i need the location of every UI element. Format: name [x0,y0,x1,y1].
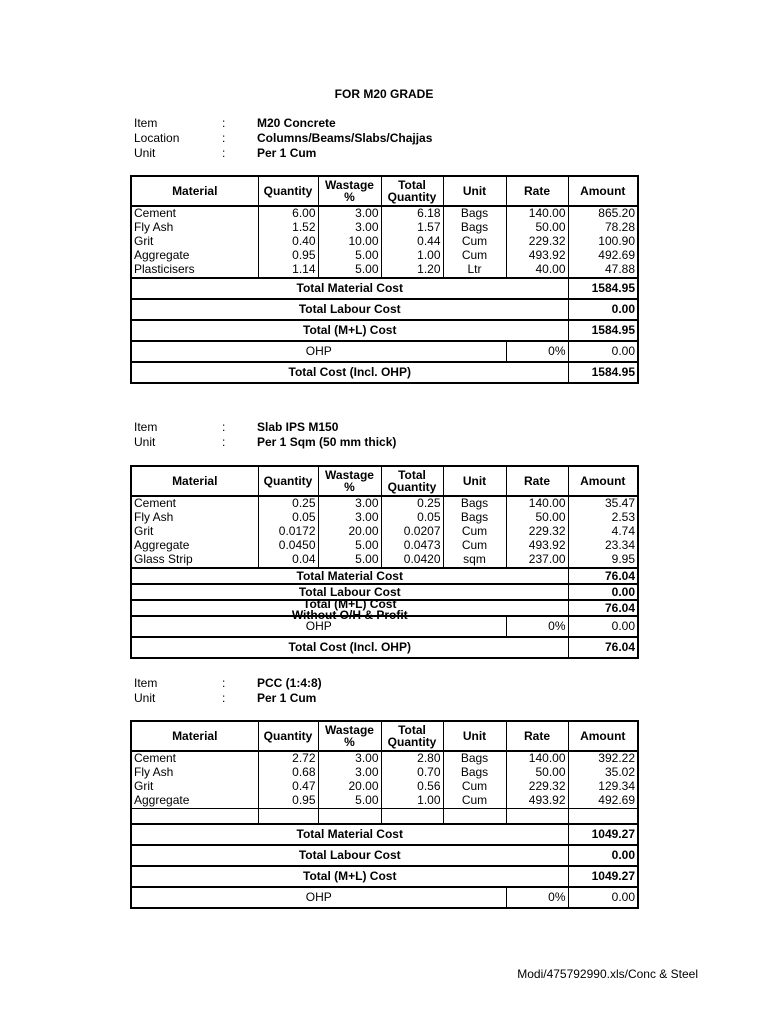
table-row [131,780,638,794]
cell-wastage: 20.00 [318,525,381,539]
colon: : [222,146,226,160]
cell-rate: 229.32 [506,780,568,794]
header-rate: Rate [506,176,568,206]
cell-material: Glass Strip [131,553,258,568]
cost-table-2 [130,465,639,659]
unit-label: Unit [134,435,156,449]
cell-material: Plasticisers [131,263,258,278]
cell-amount: 9.95 [568,553,638,568]
table-row [131,496,638,511]
cell-unit: Cum [443,525,506,539]
empty-cell [443,809,506,825]
cell-unit: Bags [443,221,506,235]
cell-total: 1.20 [381,263,443,278]
table-row [131,263,638,278]
cell-material: Fly Ash [131,511,258,525]
cell-amount: 492.69 [568,249,638,263]
total-labour-label: Total Labour Cost [131,845,568,866]
item-label: Item [134,420,158,434]
header-material: Material [131,466,258,496]
table-row [131,766,638,780]
header-amount: Amount [568,176,638,206]
cell-rate: 493.92 [506,794,568,809]
header-unit: Unit [443,721,506,751]
table-row [131,553,638,568]
total-material-label: Total Material Cost [131,568,568,584]
cell-unit: Bags [443,511,506,525]
cell-material: Aggregate [131,794,258,809]
table-header [131,176,638,206]
cell-total: 0.0473 [381,539,443,553]
total-labour-value: 0.00 [568,584,638,600]
table-row [131,206,638,221]
cell-amount: 492.69 [568,794,638,809]
total-material-row [131,568,638,584]
cell-rate: 50.00 [506,221,568,235]
items-body [131,496,638,568]
cell-quantity: 0.04 [258,553,318,568]
location-label: Location [134,131,180,145]
items-body [131,206,638,278]
section1-meta [134,116,432,161]
cell-unit: Cum [443,794,506,809]
total-ml-label: Total (M+L) Cost [131,320,568,341]
cell-rate: 40.00 [506,263,568,278]
header-material: Material [131,721,258,751]
total-material-label: Total Material Cost [131,824,568,845]
cell-amount: 4.74 [568,525,638,539]
colon: : [222,691,226,705]
cell-wastage: 3.00 [318,751,381,766]
empty-cell [258,809,318,825]
total-labour-value: 0.00 [568,845,638,866]
header-amount: Amount [568,721,638,751]
cell-total: 1.00 [381,794,443,809]
cell-rate: 229.32 [506,525,568,539]
cell-total: 6.18 [381,206,443,221]
total-ml-label-text: Total (M+L) Cost Without O/H & Profit [291,597,408,622]
cell-quantity: 0.05 [258,511,318,525]
ohp-value: 0.00 [568,341,638,362]
cell-amount: 23.34 [568,539,638,553]
empty-cell [381,809,443,825]
item-label: Item [134,116,158,130]
cell-amount: 865.20 [568,206,638,221]
total-labour-label: Total Labour Cost [131,299,568,320]
cell-quantity: 6.00 [258,206,318,221]
cell-quantity: 0.0450 [258,539,318,553]
total-ml-value: 1584.95 [568,320,638,341]
cell-rate: 493.92 [506,249,568,263]
header-amount: Amount [568,466,638,496]
ohp-label: OHP [131,616,506,637]
cell-rate: 140.00 [506,206,568,221]
cell-unit: sqm [443,553,506,568]
header-unit: Unit [443,466,506,496]
cell-rate: 50.00 [506,766,568,780]
total-ml-label [131,597,568,622]
header-unit: Unit [443,176,506,206]
total-material-value: 76.04 [568,568,638,584]
header-wastage: Wastage % [318,176,381,206]
total-material-value: 1049.27 [568,824,638,845]
table-row [131,249,638,263]
cell-total: 0.70 [381,766,443,780]
cell-material: Aggregate [131,249,258,263]
cell-unit: Cum [443,235,506,249]
ohp-value: 0.00 [568,616,638,637]
cell-material: Fly Ash [131,766,258,780]
cell-amount: 47.88 [568,263,638,278]
total-cost-label: Total Cost (Incl. OHP) [131,637,568,658]
cell-wastage: 10.00 [318,235,381,249]
cell-unit: Cum [443,539,506,553]
cell-unit: Bags [443,751,506,766]
total-ml-label: Total (M+L) Cost [131,866,568,887]
cell-wastage: 5.00 [318,539,381,553]
ohp-percent: 0% [506,341,568,362]
cell-material: Aggregate [131,539,258,553]
header-quantity: Quantity [258,466,318,496]
cost-table-3 [130,720,639,909]
header-wastage: Wastage % [318,721,381,751]
table-row [131,525,638,539]
header-total-quantity: Total Quantity [381,721,443,751]
file-path-footer: Modi/475792990.xls/Conc & Steel [517,967,698,981]
empty-row [131,809,638,825]
cell-wastage: 3.00 [318,766,381,780]
total-cost-value: 76.04 [568,637,638,658]
colon: : [222,131,226,145]
ohp-label: OHP [131,887,506,908]
cell-quantity: 1.14 [258,263,318,278]
cell-wastage: 5.00 [318,553,381,568]
cell-total: 0.56 [381,780,443,794]
cell-unit: Bags [443,496,506,511]
empty-cell [568,809,638,825]
cell-amount: 78.28 [568,221,638,235]
total-cost-value: 1584.95 [568,362,638,383]
ohp-row [131,341,638,362]
cell-quantity: 0.40 [258,235,318,249]
table-row [131,539,638,553]
item-value: Slab IPS M150 [257,420,339,434]
total-ml-row [131,320,638,341]
total-material-row [131,278,638,299]
table-row [131,794,638,809]
cell-rate: 229.32 [506,235,568,249]
cell-total: 2.80 [381,751,443,766]
cell-amount: 35.02 [568,766,638,780]
cell-unit: Cum [443,249,506,263]
cell-quantity: 0.47 [258,780,318,794]
item-value: PCC (1:4:8) [257,676,322,690]
total-labour-row [131,299,638,320]
total-material-value: 1584.95 [568,278,638,299]
item-label: Item [134,676,158,690]
cell-total: 0.0207 [381,525,443,539]
cost-table-1 [130,175,639,384]
section3-meta [134,676,322,706]
table-row [131,751,638,766]
cell-amount: 392.22 [568,751,638,766]
total-labour-row [131,845,638,866]
header-wastage: Wastage % [318,466,381,496]
colon: : [222,676,226,690]
header-material: Material [131,176,258,206]
cell-quantity: 0.68 [258,766,318,780]
ohp-label: OHP [131,341,506,362]
cell-wastage: 5.00 [318,249,381,263]
section2-meta [134,420,396,450]
cell-total: 1.57 [381,221,443,235]
header-quantity: Quantity [258,176,318,206]
empty-cell [318,809,381,825]
cell-rate: 140.00 [506,751,568,766]
total-cost-label: Total Cost (Incl. OHP) [131,362,568,383]
total-material-label: Total Material Cost [131,278,568,299]
table-row [131,235,638,249]
unit-value: Per 1 Cum [257,691,317,705]
cell-quantity: 0.25 [258,496,318,511]
cell-amount: 2.53 [568,511,638,525]
ohp-value: 0.00 [568,887,638,908]
cell-quantity: 0.95 [258,249,318,263]
cell-rate: 50.00 [506,511,568,525]
header-total-quantity: Total Quantity [381,176,443,206]
ohp-row [131,887,638,908]
cell-amount: 100.90 [568,235,638,249]
cell-rate: 140.00 [506,496,568,511]
header-total-quantity: Total Quantity [381,466,443,496]
cell-material: Grit [131,525,258,539]
table-row [131,221,638,235]
cell-unit: Cum [443,780,506,794]
cell-total: 1.00 [381,249,443,263]
total-ml-row [131,600,638,616]
cell-quantity: 1.52 [258,221,318,235]
total-ml-row [131,866,638,887]
cell-quantity: 2.72 [258,751,318,766]
location-value: Columns/Beams/Slabs/Chajjas [257,131,433,145]
cell-unit: Bags [443,206,506,221]
total-ml-value: 1049.27 [568,866,638,887]
total-material-row [131,824,638,845]
cell-wastage: 5.00 [318,263,381,278]
cell-unit: Bags [443,766,506,780]
header-rate: Rate [506,721,568,751]
cell-wastage: 3.00 [318,206,381,221]
cell-material: Cement [131,206,258,221]
cell-total: 0.0420 [381,553,443,568]
items-body [131,751,638,824]
colon: : [222,116,226,130]
cell-material: Grit [131,235,258,249]
total-labour-value: 0.00 [568,299,638,320]
ohp-percent: 0% [506,616,568,637]
cell-wastage: 3.00 [318,496,381,511]
unit-label: Unit [134,691,156,705]
cell-amount: 35.47 [568,496,638,511]
cell-rate: 237.00 [506,553,568,568]
cell-total: 0.44 [381,235,443,249]
header-rate: Rate [506,466,568,496]
cell-total: 0.05 [381,511,443,525]
table-header [131,466,638,496]
cell-wastage: 20.00 [318,780,381,794]
total-cost-row [131,362,638,383]
empty-cell [506,809,568,825]
cell-wastage: 3.00 [318,511,381,525]
colon: : [222,420,226,434]
unit-value: Per 1 Cum [257,146,317,160]
cell-amount: 129.34 [568,780,638,794]
page-title: FOR M20 GRADE [334,87,434,101]
table-row [131,511,638,525]
cell-quantity: 0.0172 [258,525,318,539]
header-quantity: Quantity [258,721,318,751]
ohp-percent: 0% [506,887,568,908]
total-cost-row [131,637,638,658]
empty-cell [131,809,258,825]
cell-unit: Ltr [443,263,506,278]
cell-material: Cement [131,496,258,511]
cell-quantity: 0.95 [258,794,318,809]
cell-wastage: 5.00 [318,794,381,809]
item-value: M20 Concrete [257,116,336,130]
cell-rate: 493.92 [506,539,568,553]
total-labour-label: Total Labour Cost [131,584,568,600]
unit-value: Per 1 Sqm (50 mm thick) [257,435,397,449]
cell-wastage: 3.00 [318,221,381,235]
table-header [131,721,638,751]
cell-material: Cement [131,751,258,766]
cell-material: Fly Ash [131,221,258,235]
cell-total: 0.25 [381,496,443,511]
total-ml-value: 76.04 [568,600,638,616]
cell-material: Grit [131,780,258,794]
colon: : [222,435,226,449]
unit-label: Unit [134,146,156,160]
